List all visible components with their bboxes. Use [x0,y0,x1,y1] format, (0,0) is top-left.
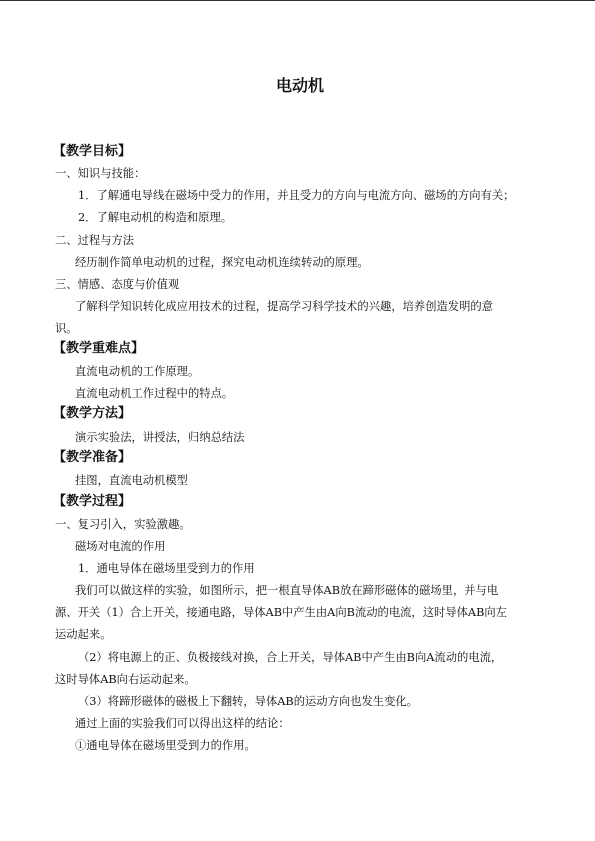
text-line: 1．了解通电导线在磁场中受力的作用，并且受力的方向与电流方向、磁场的方向有关； [78,189,515,202]
top-rule [0,0,595,1]
text-line: 三、情感、态度与价值观 [55,278,180,291]
text-line: 2．了解电动机的构造和原理。 [78,211,233,224]
text-line: 1．通电导体在磁场里受到力的作用 [78,562,255,575]
section-heading: 【教学方法】 [53,406,132,421]
text-line: 挂图，直流电动机模型 [75,474,188,487]
section-heading: 【教学准备】 [53,450,132,465]
page-title: 电动机 [275,76,324,95]
text-line: 演示实验法，讲授法，归纳总结法 [75,431,245,444]
text-line: 通过上面的实验我们可以得出这样的结论： [75,717,290,730]
text-line: 识。 [55,322,78,335]
text-line: 二、过程与方法 [55,234,135,247]
text-line: 一、知识与技能： [55,167,146,180]
text-line: 直流电动机的工作原理。 [75,365,200,378]
text-line: 我们可以做这样的实验，如图所示，把一根直导体AB放在蹄形磁体的磁场里，并与电 [75,584,499,597]
text-line: 经历制作简单电动机的过程，探究电动机连续转动的原理。 [75,256,369,269]
text-line: （3）将蹄形磁体的磁极上下翻转，导体AB的运动方向也发生变化。 [78,695,418,708]
text-line: （2）将电源上的正、负极接线对换，合上开关，导体AB中产生由B向A流动的电流， [78,651,503,664]
section-heading: 【教学过程】 [53,494,132,509]
section-heading: 【教学目标】 [53,144,132,159]
text-line: 了解科学知识转化成应用技术的过程，提高学习科学技术的兴趣，培养创造发明的意 [75,300,493,313]
text-line: 这时导体AB向右运动起来。 [55,673,196,686]
section-heading: 【教学重难点】 [53,341,145,356]
text-line: 一、复习引入，实验激趣。 [55,518,191,531]
text-line: 磁场对电流的作用 [75,540,166,553]
text-line: ①通电导体在磁场里受到力的作用。 [75,739,256,752]
text-line: 运动起来。 [55,628,112,641]
text-line: 源、开关（1）合上开关，接通电路，导体AB中产生由A向B流动的电流，这时导体AB向左 [55,606,507,619]
text-line: 直流电动机工作过程中的特点。 [75,387,234,400]
